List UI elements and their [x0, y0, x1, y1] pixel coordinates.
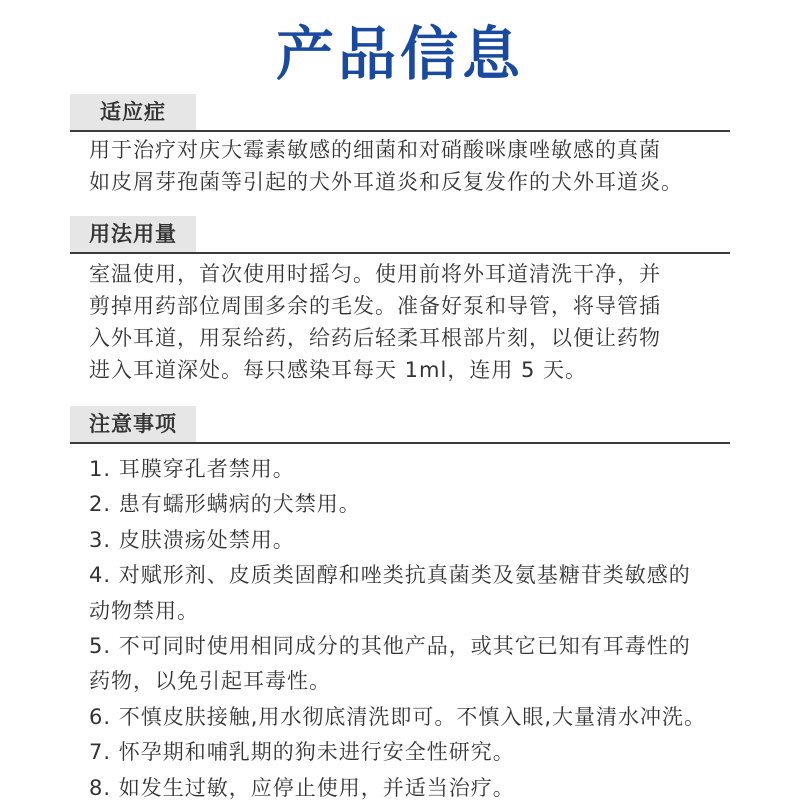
list-item: 1. 耳膜穿孔者禁用。 [89, 457, 295, 481]
list-item: 4. 对赋形剂、皮质类固醇和唑类抗真菌类及氨基糖苷类敏感的 [89, 563, 691, 588]
section-label: 适应症 [70, 94, 196, 130]
section-header-precautions [70, 406, 730, 444]
section-body-usage [89, 258, 739, 386]
list-item-continuation: 动物禁用。 [89, 598, 199, 623]
text-line: 剪掉用药部位周围多余的毛发。准备好泵和导管，将导管插 [89, 294, 661, 318]
page-title: 产品信息 [275, 20, 524, 88]
section-label: 用法用量 [70, 216, 196, 252]
list-item: 2. 患有蠕形螨病的犬禁用。 [89, 492, 361, 517]
list-item-continuation: 药物，以免引起耳毒性。 [89, 669, 331, 694]
section-body-precautions [89, 452, 739, 806]
list-item: 6. 不慎皮肤接触,用水彻底清洗即可。不慎入眼,大量清水冲洗。 [89, 704, 707, 729]
text-line: 入外耳道，用泵给药，给药后轻柔耳根部片刻，以便让药物 [89, 326, 661, 350]
list-item: 7. 怀孕期和哺乳期的狗未进行安全性研究。 [89, 740, 515, 765]
text-line: 进入耳道深处。每只感染耳每天 1ml，连用 5 天。 [89, 358, 588, 382]
section-label: 注意事项 [70, 406, 196, 442]
text-line: 如皮屑芽孢菌等引起的犬外耳道炎和反复发作的犬外耳道炎。 [89, 170, 683, 194]
text-line: 室温使用，首次使用时摇匀。使用前将外耳道清洗干净，并 [89, 262, 661, 286]
text-line: 用于治疗对庆大霉素敏感的细菌和对硝酸咪康唑敏感的真菌 [89, 138, 661, 162]
section-header-indications [70, 94, 730, 132]
list-item: 3. 皮肤溃疡处禁用。 [89, 527, 295, 552]
list-item: 8. 如发生过敏，应停止使用，并适当治疗。 [89, 775, 515, 800]
section-body-indications [89, 134, 739, 198]
section-header-usage [70, 216, 730, 254]
list-item: 5. 不可同时使用相同成分的其他产品，或其它已知有耳毒性的 [89, 634, 691, 659]
